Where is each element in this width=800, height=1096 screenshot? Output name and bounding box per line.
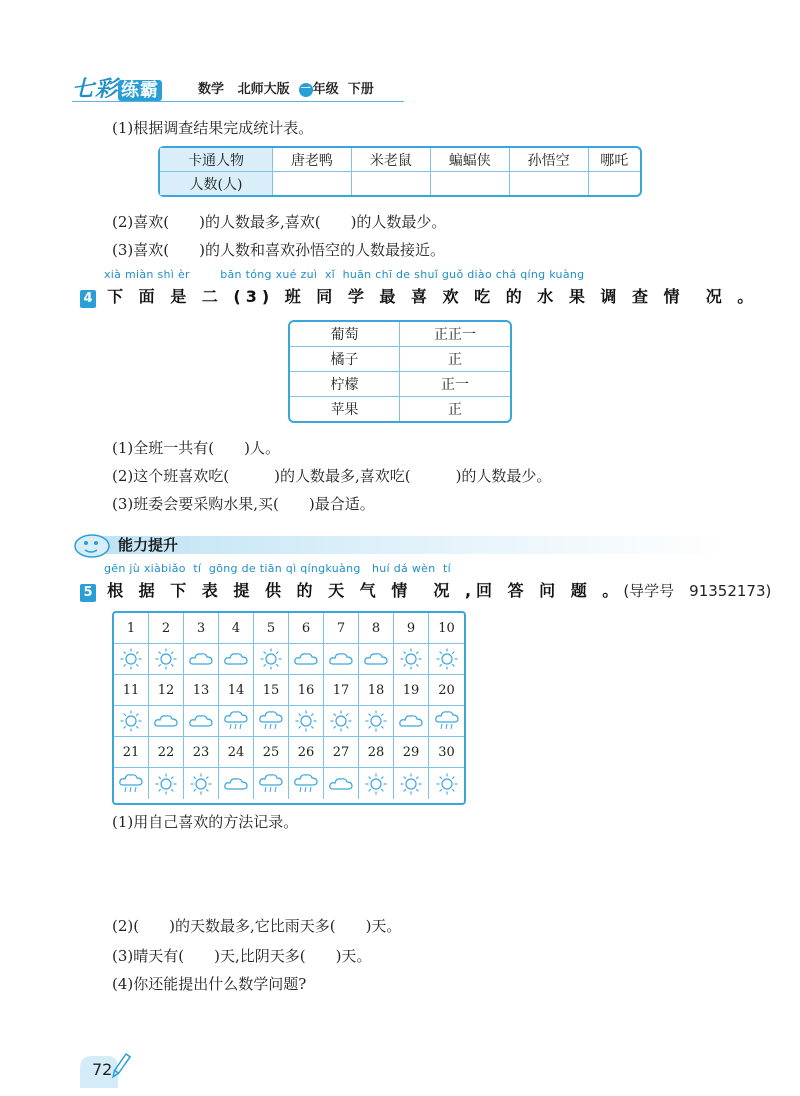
cloudy-weather-cell [219, 644, 254, 675]
problem-number: 5 [80, 584, 96, 602]
day-number-cell: 14 [219, 675, 254, 706]
cloudy-weather-cell [184, 706, 219, 737]
cloudy-weather-cell [149, 706, 184, 737]
sunny-weather-cell [114, 706, 149, 737]
p5-pinyin: gēn jù xiàbiǎo tí gōng de tiān qì qíngkuàng huí dá wèn tí [104, 562, 452, 575]
rainy-icon [222, 709, 250, 733]
p4-question-3: (3)班委会要采购水果,买( )最合适。 [112, 495, 375, 513]
rainy-weather-cell [429, 706, 464, 737]
day-number-cell: 19 [394, 675, 429, 706]
day-number-cell: 3 [184, 613, 219, 644]
day-number-cell: 22 [149, 737, 184, 768]
cloudy-icon [362, 647, 390, 671]
sunny-icon [117, 709, 145, 733]
fruit-name-cell: 橘子 [290, 347, 400, 372]
answer-cell[interactable] [352, 172, 431, 195]
day-number-cell: 30 [429, 737, 464, 768]
fruit-tally-table [288, 320, 512, 423]
day-number-cell: 17 [324, 675, 359, 706]
sunny-weather-cell [149, 768, 184, 799]
subject-label: 数学 [198, 82, 225, 97]
cartoon-stats-table [158, 146, 642, 197]
day-number-cell: 13 [184, 675, 219, 706]
sunny-icon [257, 647, 285, 671]
ability-label: 能力提升 [118, 536, 179, 554]
table-header-cell: 唐老鸭 [273, 148, 352, 172]
day-number-cell: 1 [114, 613, 149, 644]
p5-question-1: (1)用自己喜欢的方法记录。 [112, 813, 299, 831]
cloudy-icon [187, 709, 215, 733]
s3-question-3: (3)喜欢( )的人数和喜欢孙悟空的人数最接近。 [112, 241, 445, 259]
rainy-icon [433, 709, 461, 733]
p5-heading [80, 578, 771, 602]
sunny-weather-cell [184, 768, 219, 799]
book-info [198, 78, 374, 97]
fruit-name-cell: 葡萄 [290, 322, 400, 347]
day-number-cell: 11 [114, 675, 149, 706]
grade-badge: 一 [300, 84, 311, 95]
sunny-icon [397, 647, 425, 671]
header-rule [72, 101, 404, 102]
day-number-cell: 12 [149, 675, 184, 706]
answer-cell[interactable] [510, 172, 589, 195]
cloudy-icon [397, 709, 425, 733]
table-header-cell: 孙悟空 [510, 148, 589, 172]
p4-pinyin: xià miàn shì èr bān tóng xué zuì xǐ huān chī de shuǐ guǒ diào chá qíng kuàng [104, 268, 585, 281]
edition-label: 北师大版 [237, 82, 290, 97]
sunny-weather-cell [114, 644, 149, 675]
p4-question-2: (2)这个班喜欢吃( )的人数最多,喜欢吃( )的人数最少。 [112, 467, 552, 485]
day-number-cell: 23 [184, 737, 219, 768]
tally-cell: 正一 [400, 372, 510, 397]
cloudy-weather-cell [324, 644, 359, 675]
day-number-cell: 7 [324, 613, 359, 644]
p4-title: 下 面 是 二 (3) 班 同 学 最 喜 欢 吃 的 水 果 调 查 情 况 。 [107, 287, 759, 306]
fruit-name-cell: 苹果 [290, 397, 400, 421]
cloudy-icon [187, 647, 215, 671]
p4-heading [80, 284, 758, 308]
day-number-cell: 25 [254, 737, 289, 768]
answer-cell[interactable] [589, 172, 640, 195]
table-header-cell: 蝙蝠侠 [431, 148, 510, 172]
sunny-icon [397, 772, 425, 796]
page-number: 72 [92, 1060, 113, 1079]
rainy-weather-cell [289, 768, 324, 799]
brand-logo: 七彩 练霸 [72, 72, 162, 103]
sunny-weather-cell [394, 768, 429, 799]
answer-cell[interactable] [431, 172, 510, 195]
day-number-cell: 4 [219, 613, 254, 644]
day-number-cell: 24 [219, 737, 254, 768]
rainy-icon [257, 709, 285, 733]
cloudy-icon [327, 647, 355, 671]
table-header-cell: 哪吒 [589, 148, 640, 172]
table-row [290, 347, 510, 372]
sunny-weather-cell [359, 706, 394, 737]
table-row [160, 148, 640, 172]
cloudy-icon [292, 647, 320, 671]
rainy-weather-cell [254, 706, 289, 737]
answer-cell[interactable] [273, 172, 352, 195]
cloudy-icon [222, 772, 250, 796]
tally-cell: 正 [448, 402, 462, 418]
p5-title: 根 据 下 表 提 供 的 天 气 情 况 ,回 答 问 题 。 [107, 581, 624, 600]
day-number-cell: 5 [254, 613, 289, 644]
cloudy-weather-cell [184, 644, 219, 675]
table-row [290, 372, 510, 397]
sunny-weather-cell [359, 768, 394, 799]
sunny-icon [152, 772, 180, 796]
page-number-badge [84, 1050, 124, 1090]
day-number-cell: 10 [429, 613, 464, 644]
guide-number: (导学号 91352173) [623, 582, 772, 600]
sunny-weather-cell [394, 644, 429, 675]
s3-question-2: (2)喜欢( )的人数最多,喜欢( )的人数最少。 [112, 213, 447, 231]
p5-question-4: (4)你还能提出什么数学问题? [112, 975, 307, 993]
cloudy-icon [327, 772, 355, 796]
sunny-icon [117, 647, 145, 671]
sunny-weather-cell [289, 706, 324, 737]
day-number-cell: 6 [289, 613, 324, 644]
sunny-icon [362, 709, 390, 733]
banner-band [102, 536, 726, 554]
fruit-name-cell: 柠檬 [290, 372, 400, 397]
table-row [290, 322, 510, 347]
day-number-cell: 15 [254, 675, 289, 706]
day-number-cell: 18 [359, 675, 394, 706]
page-header [72, 72, 412, 104]
tally-cell: 正正一 [400, 322, 510, 347]
problem-number: 4 [80, 290, 96, 308]
sunny-icon [152, 647, 180, 671]
sunny-icon [327, 709, 355, 733]
p5-question-3: (3)晴天有( )天,比阴天多( )天。 [112, 947, 372, 965]
sunny-icon [362, 772, 390, 796]
rainy-icon [292, 772, 320, 796]
cloudy-weather-cell [289, 644, 324, 675]
weather-calendar-grid [112, 611, 466, 805]
rainy-weather-cell [219, 706, 254, 737]
table-header-cell: 卡通人物 [160, 148, 273, 172]
day-number-cell: 20 [429, 675, 464, 706]
rainy-icon [257, 772, 285, 796]
sunny-icon [433, 772, 461, 796]
day-number-cell: 16 [289, 675, 324, 706]
table-header-cell: 米老鼠 [352, 148, 431, 172]
sunny-weather-cell [429, 644, 464, 675]
mascot-icon [72, 530, 116, 560]
day-number-cell: 9 [394, 613, 429, 644]
cloudy-weather-cell [359, 644, 394, 675]
sunny-icon [292, 709, 320, 733]
day-number-cell: 26 [289, 737, 324, 768]
ability-banner [72, 530, 726, 556]
s3-question-1: (1)根据调查结果完成统计表。 [112, 119, 314, 137]
sunny-weather-cell [149, 644, 184, 675]
rainy-weather-cell [254, 768, 289, 799]
p4-question-1: (1)全班一共有( )人。 [112, 439, 280, 457]
day-number-cell: 21 [114, 737, 149, 768]
grade-label: 年级 [312, 82, 339, 97]
cloudy-weather-cell [324, 768, 359, 799]
cloudy-icon [222, 647, 250, 671]
sunny-icon [433, 647, 461, 671]
day-number-cell: 29 [394, 737, 429, 768]
day-number-cell: 27 [324, 737, 359, 768]
p5-question-2: (2)( )的天数最多,它比雨天多( )天。 [112, 917, 402, 935]
table-row [290, 397, 510, 421]
cloudy-icon [152, 709, 180, 733]
sunny-weather-cell [429, 768, 464, 799]
day-number-cell: 28 [359, 737, 394, 768]
cloudy-weather-cell [394, 706, 429, 737]
rainy-weather-cell [114, 768, 149, 799]
rainy-icon [117, 772, 145, 796]
sunny-weather-cell [324, 706, 359, 737]
sunny-weather-cell [254, 644, 289, 675]
table-row [160, 172, 640, 195]
volume-label: 下册 [347, 82, 374, 97]
sunny-icon [187, 772, 215, 796]
tally-cell: 正 [400, 347, 510, 372]
day-number-cell: 8 [359, 613, 394, 644]
day-number-cell: 2 [149, 613, 184, 644]
cloudy-weather-cell [219, 768, 254, 799]
row-label-cell: 人数(人) [160, 172, 273, 195]
